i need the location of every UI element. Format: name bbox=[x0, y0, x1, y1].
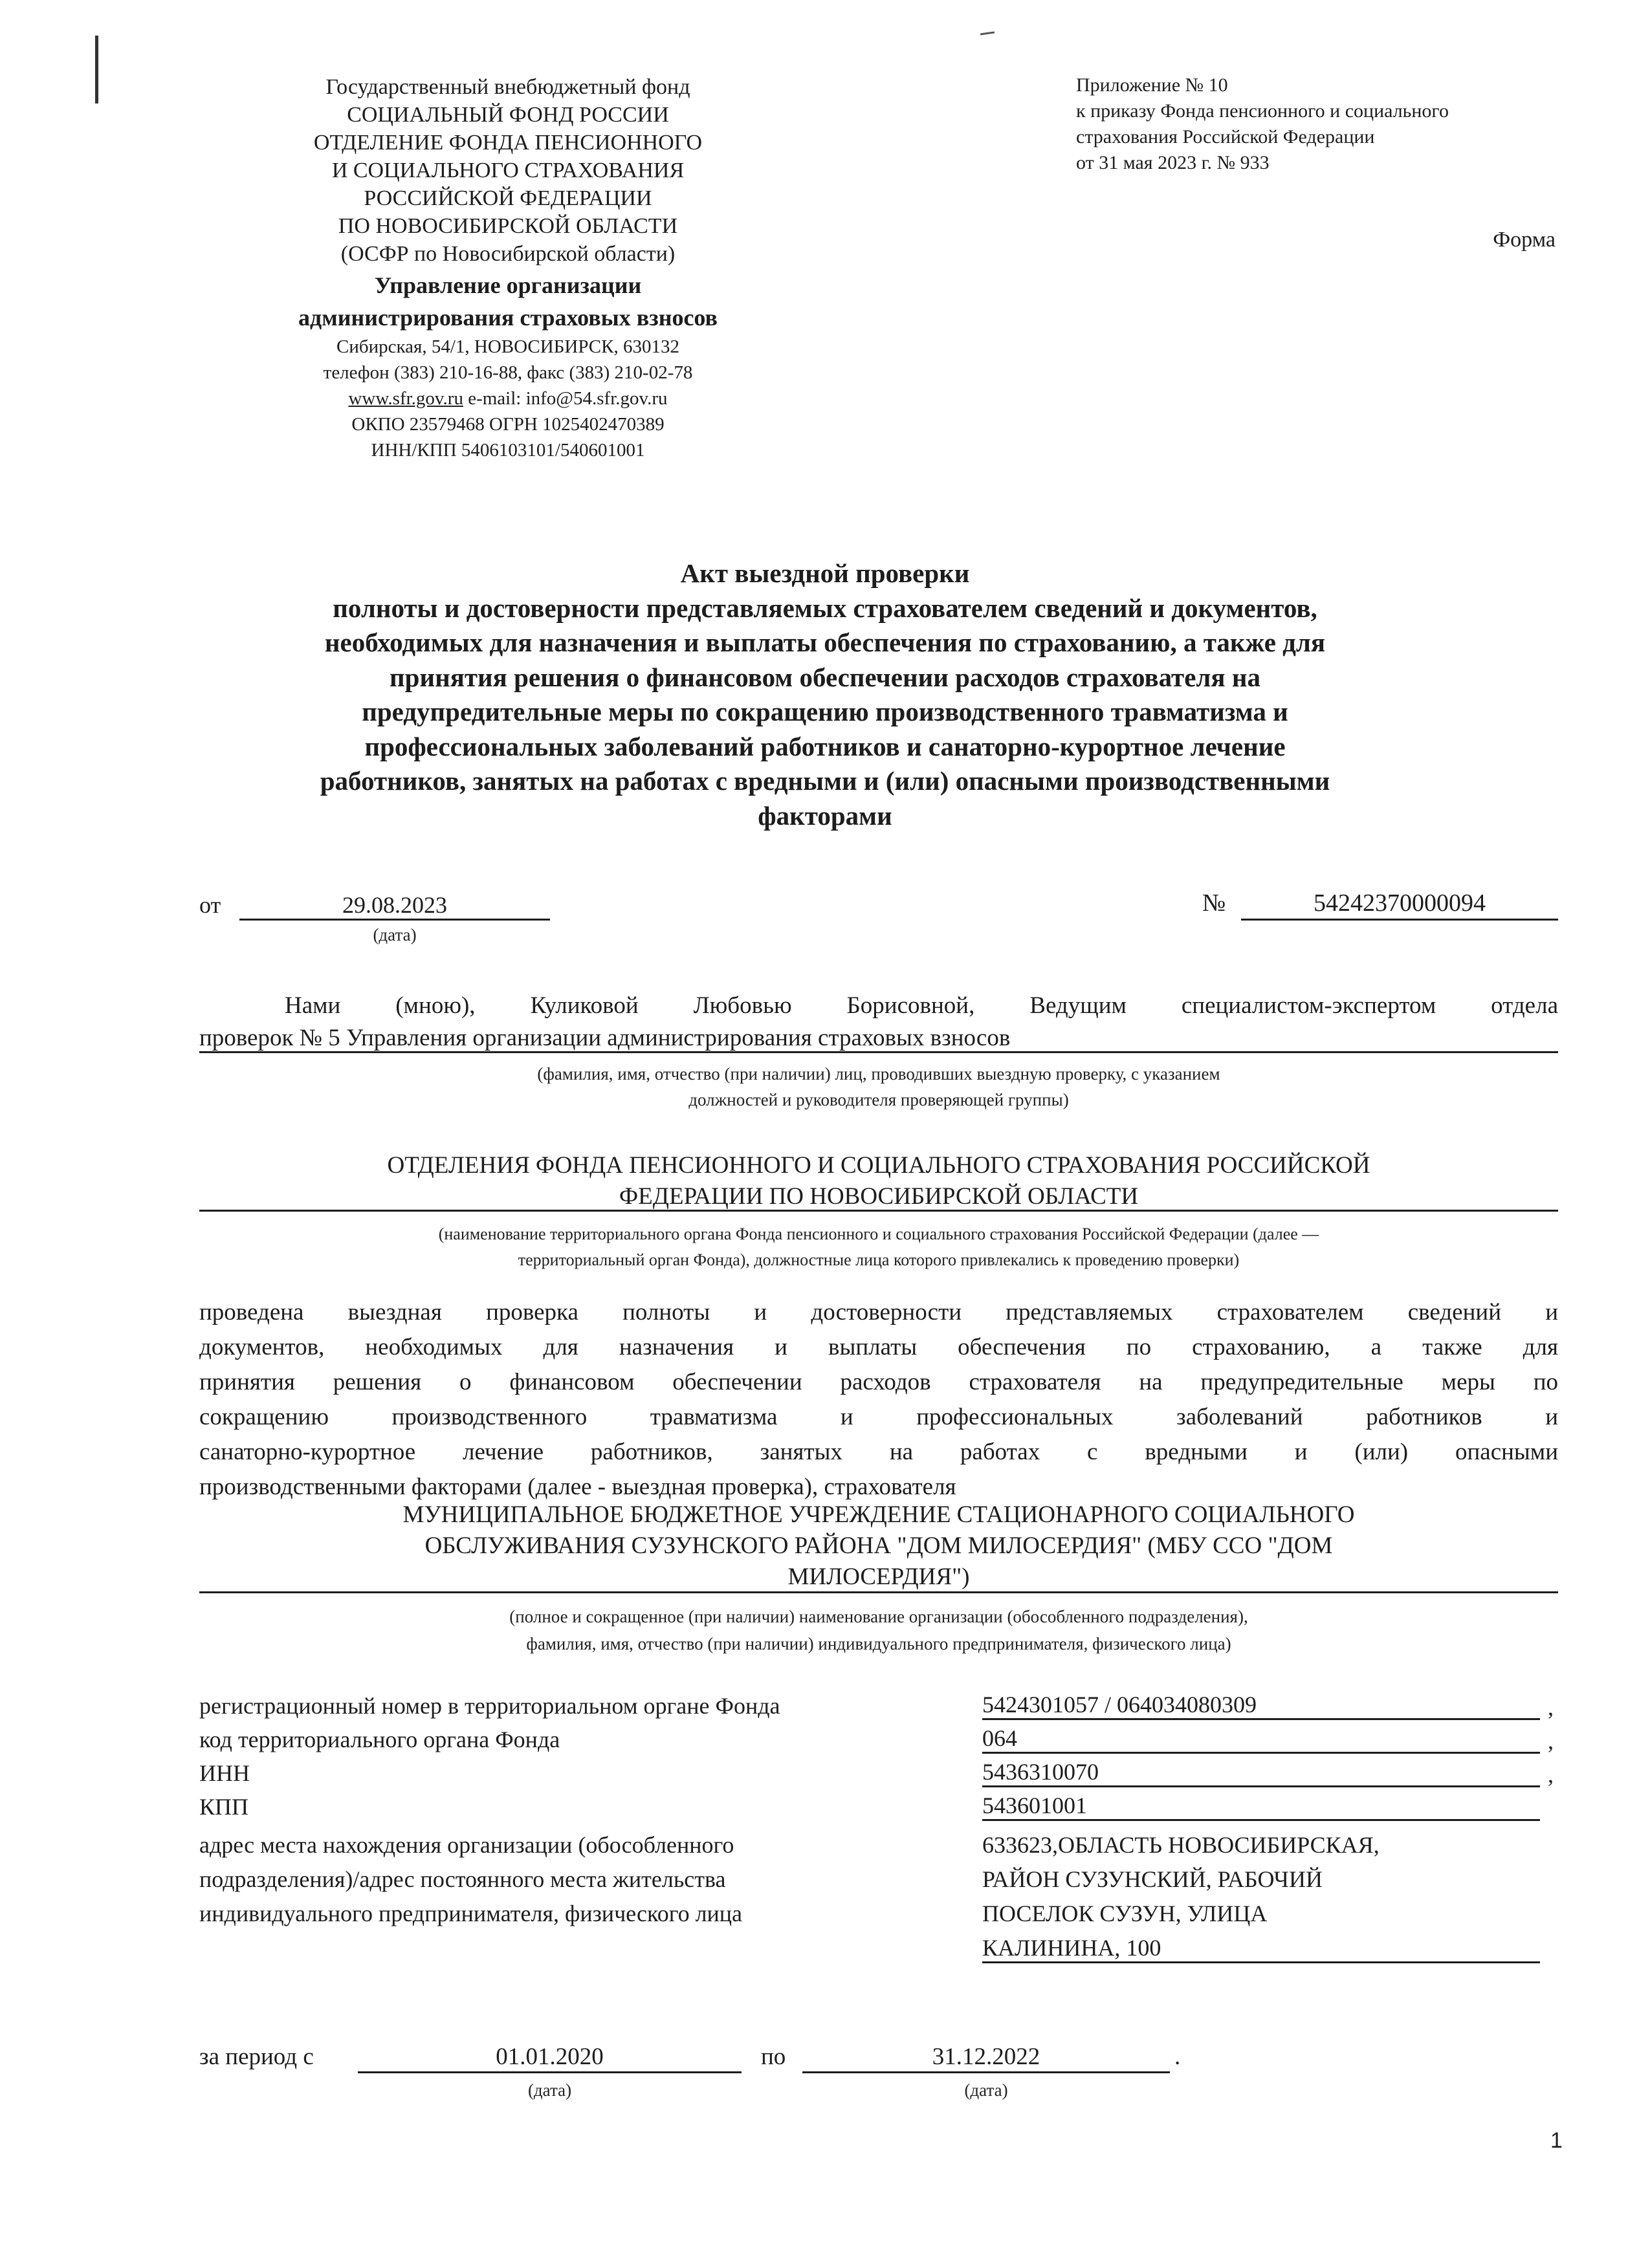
inspectors-line1 bbox=[199, 992, 1558, 1020]
sender-inn-kpp: ИНН/КПП 5406103101/540601001 bbox=[371, 440, 645, 461]
number-label: № bbox=[1202, 889, 1226, 917]
body-paragraph bbox=[199, 1295, 1558, 1505]
address-value bbox=[982, 1828, 1380, 1965]
title-line: профессиональных заболеваний работников и санаторно-курортное лечение bbox=[364, 731, 1286, 761]
insured-underline bbox=[199, 1591, 1558, 1593]
period-to: 31.12.2022 bbox=[932, 2044, 1040, 2070]
sender-contacts bbox=[155, 386, 861, 411]
title-line: работников, занятых на работах с вредными и (или) опасными производственными bbox=[320, 766, 1330, 796]
reg-number-underline bbox=[982, 1718, 1540, 1720]
page-number: 1 bbox=[1550, 2128, 1563, 2153]
body-line: санаторно-курортное лечение работников, занятых на работах с вредными и (или) опасными bbox=[199, 1439, 1558, 1465]
caption-line: территориальный орган Фонда), должностные лица которого привлекались к проведению проверки) bbox=[518, 1250, 1240, 1269]
territorial-underline bbox=[199, 1210, 1558, 1212]
insured-line: МИЛОСЕРДИЯ") bbox=[787, 1564, 970, 1590]
period-from-caption: (дата) bbox=[527, 2080, 572, 2100]
address-label-line: индивидуального предпринимателя, физического лица bbox=[199, 1901, 743, 1926]
caption-line: (фамилия, имя, отчество (при наличии) лиц, проводивших выездную проверку, с указанием bbox=[537, 1064, 1220, 1084]
title-line: полноты и достоверности представляемых страхователем сведений и документов, bbox=[333, 593, 1317, 623]
appendix-block bbox=[1076, 72, 1449, 176]
comma: , bbox=[1548, 1728, 1554, 1754]
from-label: от bbox=[199, 892, 221, 918]
period-label: за период с bbox=[199, 2044, 314, 2070]
territorial-body bbox=[199, 1150, 1558, 1212]
insured-caption bbox=[199, 1603, 1558, 1657]
address-label-line: адрес места нахождения организации (обособленного bbox=[199, 1832, 734, 1858]
act-date: 29.08.2023 bbox=[342, 892, 447, 918]
insured-name bbox=[199, 1499, 1558, 1593]
body-line: проведена выездная проверка полноты и достоверности представляемых страхователем сведений и bbox=[199, 1299, 1558, 1325]
kpp-label: КПП bbox=[199, 1794, 249, 1820]
email-text: e-mail: info@54.sfr.gov.ru bbox=[463, 388, 668, 409]
comma: , bbox=[1548, 1761, 1554, 1787]
inn-label: ИНН bbox=[199, 1760, 250, 1786]
period-from: 01.01.2020 bbox=[496, 2044, 604, 2070]
code-label: код территориального органа Фонда bbox=[199, 1727, 560, 1752]
period-from-underline bbox=[358, 2071, 742, 2073]
title-line: принятия решения о финансовом обеспечении расходов страхователя на bbox=[390, 662, 1260, 692]
form-label: Форма bbox=[1493, 228, 1556, 252]
address-label bbox=[199, 1828, 742, 1931]
body-line: сокращению производственного травматизма и профессиональных заболеваний работников и bbox=[199, 1404, 1558, 1430]
caption-line: должностей и руководителя проверяющей группы) bbox=[688, 1090, 1069, 1109]
inspectors-text: Нами (мною), Куликовой Любовью Борисовной, Ведущим специалистом-экспертом отдела bbox=[285, 992, 1558, 1019]
inspectors-line2: проверок № 5 Управления организации администрирования страховых взносов bbox=[199, 1025, 1011, 1051]
sender-line: СОЦИАЛЬНЫЙ ФОНД РОССИИ bbox=[347, 103, 669, 127]
address-line: ПОСЕЛОК СУЗУН, УЛИЦА bbox=[982, 1901, 1268, 1926]
website-link[interactable]: www.sfr.gov.ru bbox=[348, 388, 463, 409]
address-line: РАЙОН СУЗУНСКИЙ, РАБОЧИЙ bbox=[982, 1866, 1323, 1892]
appendix-line: страхования Российской Федерации bbox=[1076, 126, 1375, 147]
inn-value: 5436310070 bbox=[982, 1759, 1099, 1785]
territorial-caption bbox=[199, 1221, 1558, 1273]
territorial-line: ФЕДЕРАЦИИ ПО НОВОСИБИРСКОЙ ОБЛАСТИ bbox=[619, 1183, 1139, 1210]
act-date-underline bbox=[239, 919, 550, 921]
code-underline bbox=[982, 1752, 1540, 1754]
kpp-underline bbox=[982, 1819, 1540, 1821]
document-title bbox=[194, 556, 1456, 833]
sender-line: ПО НОВОСИБИРСКОЙ ОБЛАСТИ bbox=[338, 214, 678, 238]
reg-number-value: 5424301057 / 064034080309 bbox=[982, 1692, 1257, 1717]
title-line: Акт выездной проверки bbox=[680, 558, 970, 588]
period-to-caption: (дата) bbox=[964, 2080, 1008, 2100]
period-to-label: по bbox=[761, 2044, 786, 2070]
caption-line: фамилия, имя, отчество (при наличии) индивидуального предпринимателя, физического лица) bbox=[526, 1634, 1231, 1653]
caption-line: (полное и сокращенное (при наличии) наименование организации (обособленного подразделения), bbox=[509, 1607, 1248, 1626]
scan-mark bbox=[980, 31, 995, 35]
sender-address: Сибирская, 54/1, НОВОСИБИРСК, 630132 bbox=[336, 336, 679, 357]
inspectors-caption bbox=[199, 1061, 1558, 1113]
code-value: 064 bbox=[982, 1725, 1017, 1751]
insured-line: МУНИЦИПАЛЬНОЕ БЮДЖЕТНОЕ УЧРЕЖДЕНИЕ СТАЦИОНАРНОГО СОЦИАЛЬНОГО bbox=[402, 1501, 1355, 1528]
department-name-2: администрирования страховых взносов bbox=[298, 305, 718, 331]
territorial-line: ОТДЕЛЕНИЯ ФОНДА ПЕНСИОННОГО И СОЦИАЛЬНОГО СТРАХОВАНИЯ РОССИЙСКОЙ bbox=[387, 1152, 1370, 1179]
sender-line: (ОСФР по Новосибирской области) bbox=[340, 242, 676, 266]
address-line: 633623,ОБЛАСТЬ НОВОСИБИРСКАЯ, bbox=[982, 1832, 1380, 1858]
title-line: предупредительные меры по сокращению производственного травматизма и bbox=[362, 697, 1288, 726]
appendix-line: от 31 мая 2023 г. № 933 bbox=[1076, 152, 1270, 173]
insured-line: ОБСЛУЖИВАНИЯ СУЗУНСКОГО РАЙОНА "ДОМ МИЛОСЕРДИЯ" (МБУ ССО "ДОМ bbox=[424, 1532, 1333, 1559]
sender-phone: телефон (383) 210-16-88, факс (383) 210-02-78 bbox=[323, 362, 693, 383]
comma: , bbox=[1548, 1694, 1554, 1720]
sender-line: И СОЦИАЛЬНОГО СТРАХОВАНИЯ bbox=[331, 158, 685, 182]
body-line: производственными факторами (далее - выездная проверка), страхователя bbox=[199, 1474, 956, 1500]
period-dot: . bbox=[1174, 2044, 1181, 2070]
scan-mark bbox=[95, 36, 98, 104]
period-to-underline bbox=[802, 2071, 1170, 2073]
address-underline bbox=[982, 1961, 1540, 1963]
reg-number-label: регистрационный номер в территориальном органе Фонда bbox=[199, 1693, 780, 1719]
act-number: 54242370000094 bbox=[1314, 889, 1486, 917]
sender-block bbox=[155, 73, 861, 463]
body-line: документов, необходимых для назначения и выплаты обеспечения по страхованию, а также для bbox=[199, 1334, 1558, 1360]
sender-line: РОССИЙСКОЙ ФЕДЕРАЦИИ bbox=[364, 186, 652, 210]
address-label-line: подразделения)/адрес постоянного места жительства bbox=[199, 1866, 726, 1892]
appendix-line: к приказу Фонда пенсионного и социального bbox=[1076, 100, 1449, 122]
sender-okpo: ОКПО 23579468 ОГРН 1025402470389 bbox=[351, 414, 665, 435]
act-date-caption: (дата) bbox=[373, 925, 417, 944]
sender-line: Государственный внебюджетный фонд bbox=[325, 75, 690, 99]
kpp-value: 543601001 bbox=[982, 1793, 1087, 1818]
department-name: Управление организации bbox=[374, 272, 642, 298]
address-line: КАЛИНИНА, 100 bbox=[982, 1935, 1161, 1961]
caption-line: (наименование территориального органа Фонда пенсионного и социального страхования Российской Федерации (далее — bbox=[438, 1225, 1319, 1243]
inspectors-underline bbox=[199, 1051, 1558, 1053]
body-line: принятия решения о финансовом обеспечении расходов страхователя на предупредительные меры по bbox=[199, 1369, 1558, 1395]
inn-underline bbox=[982, 1785, 1540, 1787]
act-number-underline bbox=[1241, 919, 1558, 921]
appendix-line: Приложение № 10 bbox=[1076, 74, 1228, 96]
title-line: факторами bbox=[758, 800, 892, 831]
sender-line: ОТДЕЛЕНИЕ ФОНДА ПЕНСИОННОГО bbox=[313, 131, 703, 155]
title-line: необходимых для назначения и выплаты обеспечения по страхованию, а также для bbox=[324, 627, 1326, 657]
